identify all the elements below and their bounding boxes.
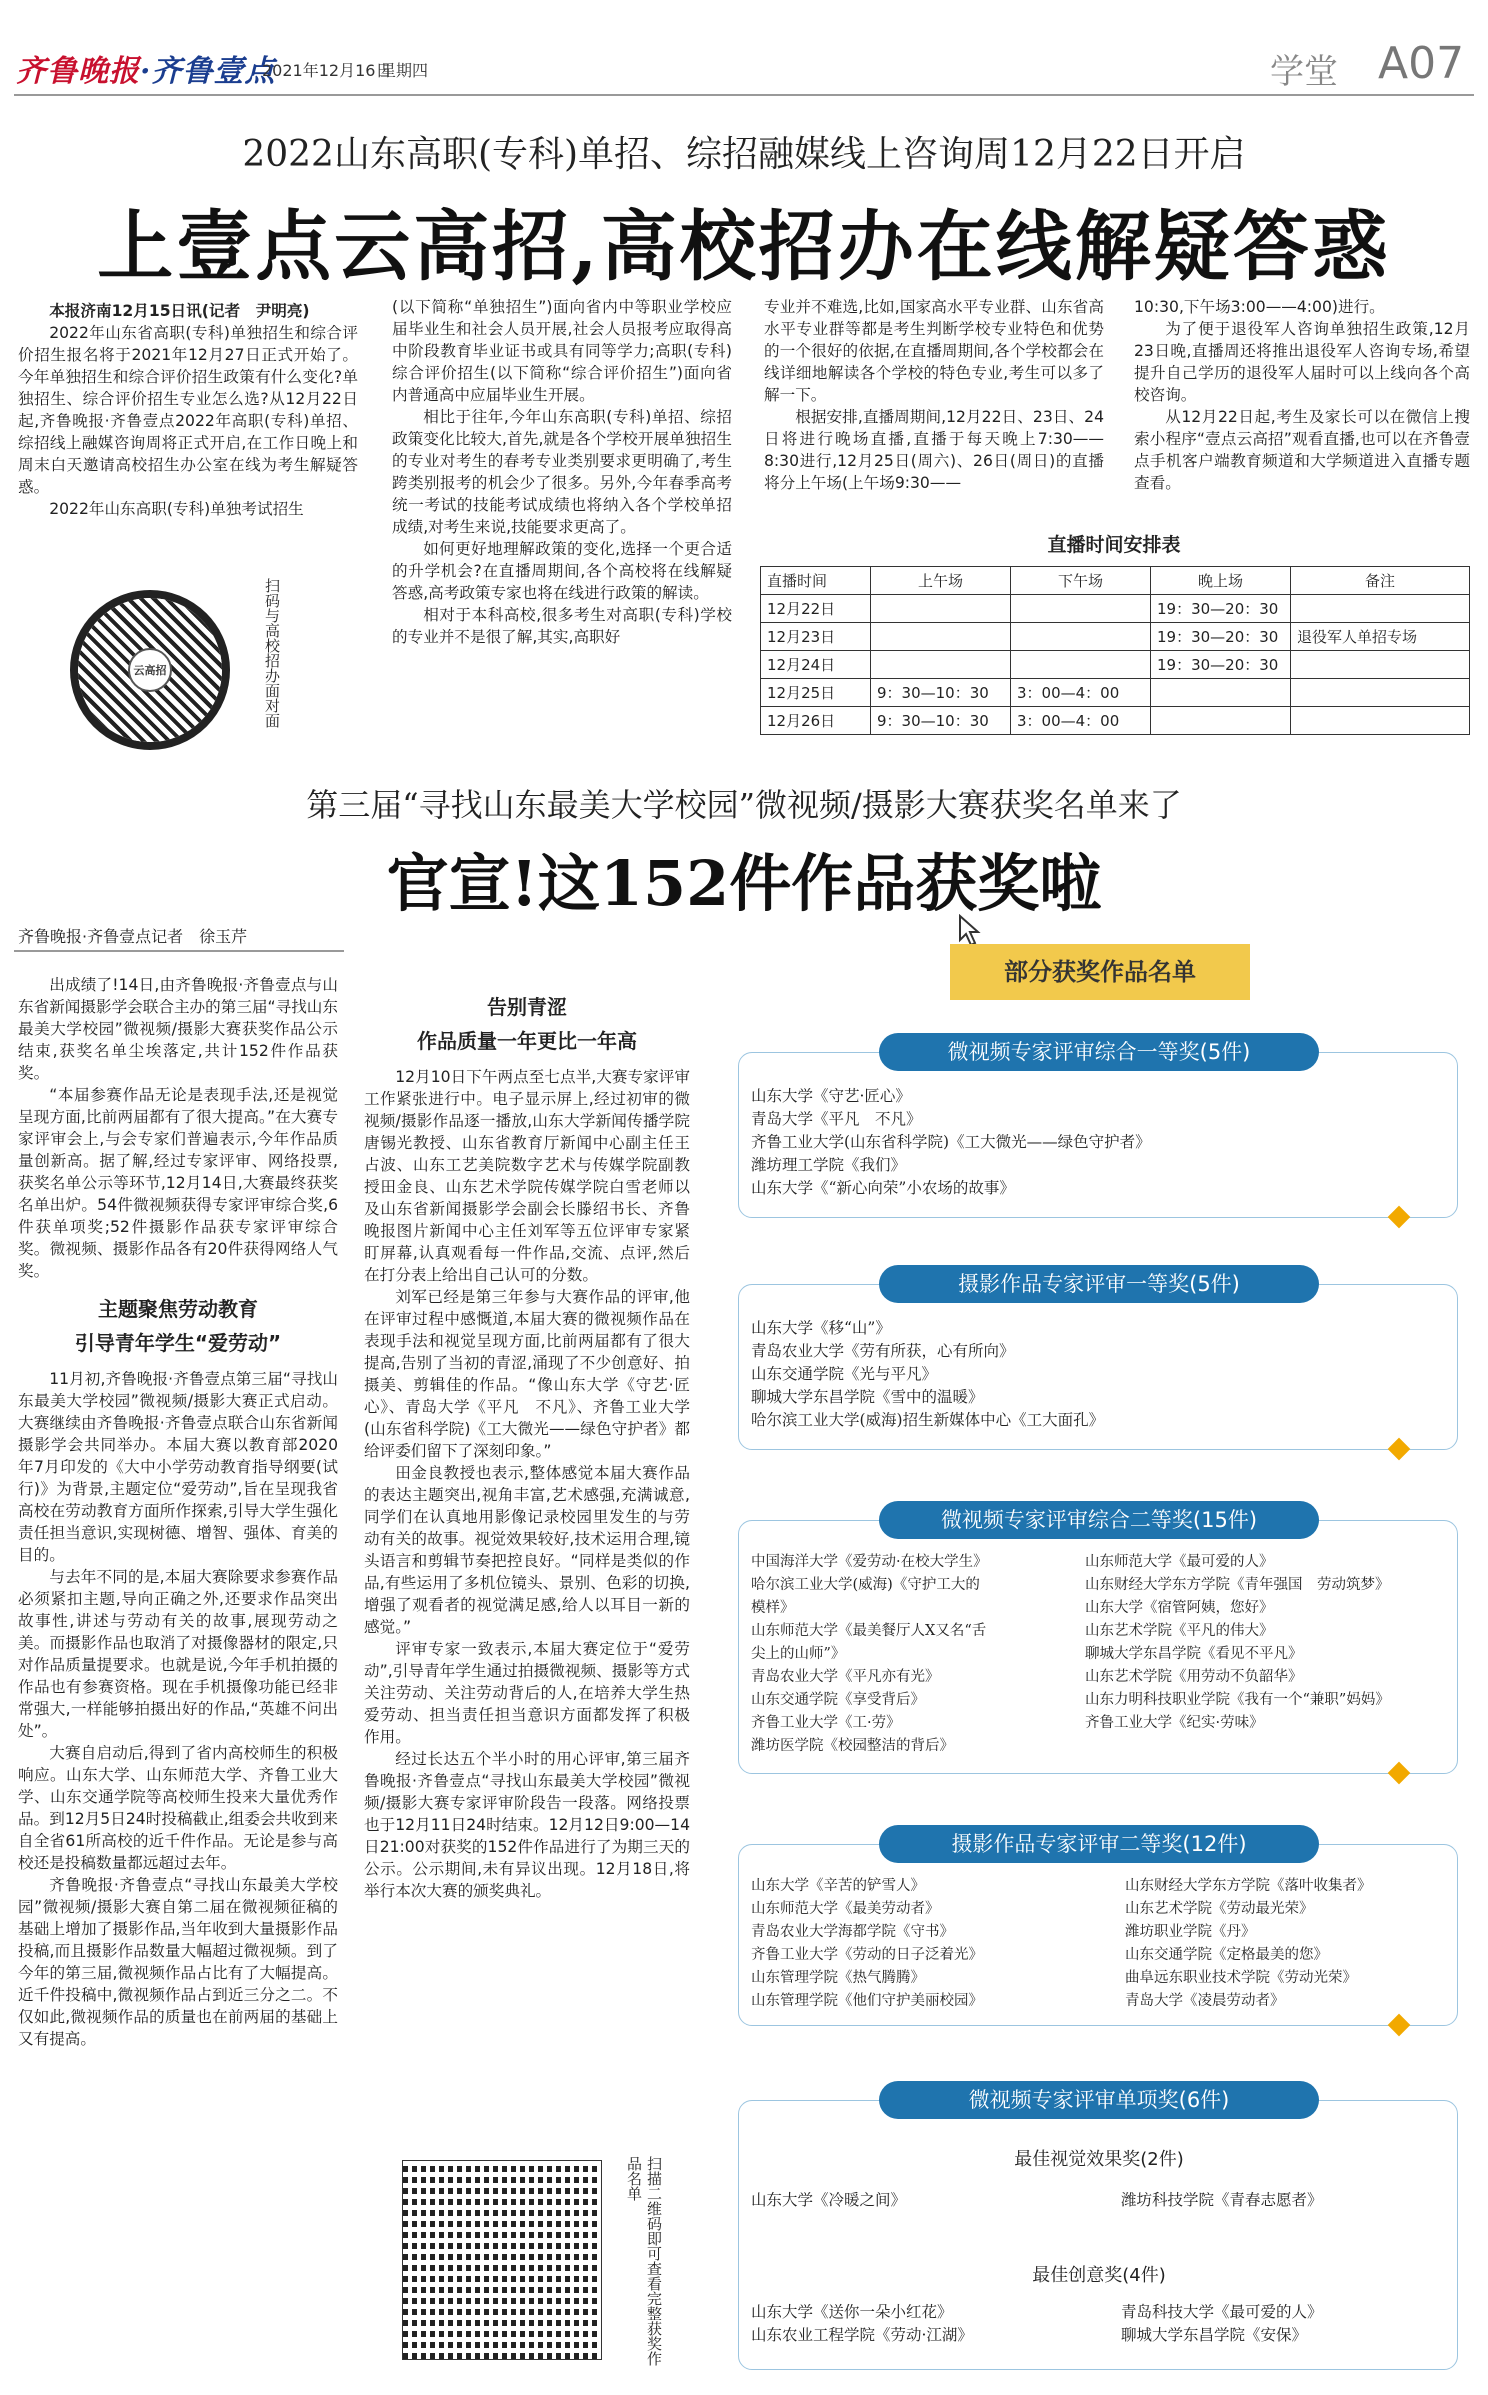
paragraph: 与去年不同的是,本届大赛除要求参赛作品必须紧扣主题,导向正确之外,还要求作品突出故事性,讲述与劳动有关的故事,展现劳动之美。而摄影作品也取消了对摄像器材的限定,只对作品质量提要求。也就是说,今年手机拍摄的作品也有参赛资格。现在手机摄像功能已经非常强大,一样能够拍摄出好的作品,“英雄不问出处”。 [18,1568,338,1740]
table-cell: 3：00—4：00 [1011,707,1151,735]
qr-code-round[interactable] [70,590,230,750]
page-number: A07 [1378,38,1465,89]
table-row [761,707,1470,735]
schedule-header: 直播时间 [761,567,871,595]
list-item: 青岛农业大学海都学院《守书》 [751,1924,954,1940]
list-item: 聊城大学东昌学院《雪中的温暖》 [751,1388,984,1406]
table-cell: 退役军人单招专场 [1291,623,1470,651]
schedule-header: 下午场 [1011,567,1151,595]
award-subcategory: 最佳视觉效果奖(2件) [1014,2149,1184,2170]
issue-weekday: 星期四 [380,61,429,80]
story1-col2 [392,296,732,766]
subhead: 作品质量一年更比一年高 [417,1029,637,1053]
table-row [761,623,1470,651]
newspaper-logo [16,46,275,90]
section-name: 学堂 [1270,52,1338,92]
award-box-2 [738,1272,1458,1450]
list-item: 山东大学《移“山”》 [751,1319,891,1337]
story1-subtitle: 2022山东高职(专科)单招、综招融媒线上咨询周12月22日开启 [242,134,1246,175]
list-item: 山东师范大学《最美劳动者》 [751,1901,940,1917]
diamond-icon [1388,1206,1411,1229]
table-cell [871,595,1011,623]
award-box-title: 微视频专家评审综合一等奖(5件) [879,1033,1319,1071]
list-item: 模样》 [751,1600,795,1616]
list-item: 尖上的山师”》 [751,1646,846,1662]
list-item: 青岛大学《凌晨劳动者》 [1125,1993,1285,2009]
list-item: 山东大学《辛苦的铲雪人》 [751,1878,925,1894]
list-item: 聊城大学东昌学院《安保》 [1121,2326,1308,2344]
table-row [761,651,1470,679]
award-box-5 [738,2088,1458,2370]
award-list [751,1085,1151,1200]
list-item: 山东艺术学院《劳动最光荣》 [1125,1901,1314,1917]
award-box-1 [738,1040,1458,1218]
list-item: 山东艺术学院《用劳动不负韶华》 [1085,1669,1303,1685]
paragraph: 12月10日下午两点至七点半,大赛专家评审工作紧张进行中。电子显示屏上,经过初审的微视频/摄影作品逐一播放,山东大学新闻传播学院唐锡光教授、山东省教育厅新闻中心副主任王占波、山东工艺美院数字艺术与传媒学院副教授田金良、山东艺术学院传媒学院白雪老师以及山东省新闻摄影学会副会长滕绍书长、齐鲁晚报图片新闻中心主任刘军等五位评审专家紧盯屏幕,认真观看每一件作品,交流、点评,然后在打分表上给出自己认可的分数。 [364,1068,690,1284]
table-cell: 12月25日 [761,679,871,707]
list-item: 潍坊理工学院《我们》 [751,1156,907,1174]
award-box-title: 微视频专家评审单项奖(6件) [879,2081,1319,2119]
subhead: 主题聚焦劳动教育 [98,1297,258,1321]
header-rule [14,94,1474,96]
list-item: 曲阜远东职业技术学院《劳动光荣》 [1125,1970,1357,1986]
subhead: 引导青年学生“爱劳动” [74,1331,282,1355]
paragraph: 10:30,下午场3:00——4:00)进行。 [1134,298,1385,316]
paragraph: (以下简称“单独招生”)面向省内中等职业学校应届毕业生和社会人员开展,社会人员报考应取得高中阶段教育毕业证书或具有同等学力;高职(专科)综合评价招生(以下简称“综合评价招生”)面向省内普通高中应届毕业生开展。 [392,298,732,404]
list-item: 山东大学《“新心向荣”小农场的故事》 [751,1179,1015,1197]
table-cell: 19：30—20：30 [1151,651,1291,679]
table-cell [1291,651,1470,679]
table-cell [1011,623,1151,651]
list-item: 潍坊科技学院《青春志愿者》 [1121,2191,1323,2209]
list-item: 青岛农业大学《平凡亦有光》 [751,1669,940,1685]
logo-sep: · [140,54,152,89]
paragraph: 刘军已经是第三年参与大赛作品的评审,他在评审过程中感慨道,本届大赛的微视频作品在表现手法和视觉呈现方面,比前两届都有了很大提高,告别了当初的青涩,涌现了不少创意好、拍摄美、剪辑佳的作品。“像山东大学《守艺·匠心》、青岛大学《平凡 不凡》、齐鲁工业大学(山东省科学院)《工大微光——绿色守护者》都给评委们留下了深刻印象。” [364,1288,690,1460]
list-item: 齐鲁工业大学《纪实·劳味》 [1085,1715,1264,1731]
paragraph: 经过长达五个半小时的用心评审,第三届齐鲁晚报·齐鲁壹点“寻找山东最美大学校园”微视频/摄影大赛专家评审阶段告一段落。网络投票也于12月11日24时结束。12月12日9:00—14日21:00对获奖的152件作品进行了为期三天的公示。公示期间,未有异议出现。12月18日,将举行本次大赛的颁奖典礼。 [364,1750,690,1900]
list-item: 山东师范大学《最可爱的人》 [1085,1554,1274,1570]
table-cell: 19：30—20：30 [1151,595,1291,623]
table-row [761,679,1470,707]
award-list [751,1317,1104,1432]
story1-col4 [1134,296,1470,512]
award-list-left [751,2301,973,2347]
story1-title: 上壹点云高招,高校招办在线解疑答惑 [97,202,1391,291]
schedule-header: 上午场 [871,567,1011,595]
table-cell [1151,707,1291,735]
list-item: 潍坊医学院《校园整洁的背后》 [751,1738,954,1754]
award-box-3 [738,1508,1458,1774]
award-list-right [1125,1875,1372,2013]
table-cell [1011,651,1151,679]
diamond-icon [1388,1438,1411,1461]
table-cell [871,623,1011,651]
list-item: 青岛大学《平凡 不凡》 [751,1110,922,1128]
award-list-right [1085,1551,1390,1735]
paragraph: 为了便于退役军人咨询单独招生政策,12月23日晚,直播周还将推出退役军人咨询专场,希望提升自己学历的退役军人届时可以上线向各个高校咨询。 [1134,320,1470,404]
list-item: 哈尔滨工业大学(威海)招生新媒体中心《工大面孔》 [751,1411,1105,1429]
list-item: 山东大学《守艺·匠心》 [751,1087,911,1105]
list-item: 青岛农业大学《劳有所获，心有所向》 [751,1342,1015,1360]
list-item: 聊城大学东昌学院《看见不平凡》 [1085,1646,1303,1662]
list-item: 青岛科技大学《最可爱的人》 [1121,2303,1323,2321]
list-item: 山东财经大学东方学院《青年强国 劳动筑梦》 [1085,1577,1390,1593]
award-list-right [1121,2301,1323,2347]
list-item: 哈尔滨工业大学(威海)《守护工大的 [751,1577,980,1593]
list-item: 山东大学《宿管阿姨，您好》 [1085,1600,1274,1616]
paragraph: 出成绩了!14日,由齐鲁晚报·齐鲁壹点与山东省新闻摄影学会联合主办的第三届“寻找山东最美大学校园”微视频/摄影大赛获奖作品公示结束,获奖名单尘埃落定,共计152件作品获奖。 [18,976,338,1082]
table-cell [1011,595,1151,623]
table-cell: 9：30—10：30 [871,679,1011,707]
table-cell [1291,595,1470,623]
table-cell: 12月23日 [761,623,871,651]
table-cell [871,651,1011,679]
list-item: 齐鲁工业大学《劳动的日子泛着光》 [751,1947,983,1963]
list-item: 山东大学《冷暖之间》 [751,2191,907,2209]
schedule-table [760,566,1470,735]
table-cell: 9：30—10：30 [871,707,1011,735]
award-subcategory: 最佳创意奖(4件) [1032,2265,1166,2286]
list-item: 山东交通学院《光与平凡》 [751,1365,938,1383]
byline-rule [14,950,344,952]
subhead: 告别青涩 [487,995,567,1019]
table-cell [1151,679,1291,707]
table-cell [1291,707,1470,735]
table-cell: 12月24日 [761,651,871,679]
story1-col1 [18,300,358,540]
paragraph: 2022年山东省高职(专科)单独招生和综合评价招生报名将于2021年12月27日正式开始了。今年单独招生和综合评价招生政策有什么变化?单独招生、综合评价招生专业怎么选?从12月22日起,齐鲁晚报·齐鲁壹点2022年高职(专科)单招、综招线上融媒咨询周将正式开启,在工作日晚上和周末白天邀请高校招生办公室在线为考生解疑答惑。 [18,324,358,496]
story2-byline: 齐鲁晚报·齐鲁壹点记者 徐玉芹 [18,927,248,946]
list-item: 山东交通学院《享受背后》 [751,1692,925,1708]
paragraph: 评审专家一致表示,本届大赛定位于“爱劳动”,引导青年学生通过拍摄微视频、摄影等方式关注劳动、关注劳动背后的人,在培养大学生热爱劳动、担当责任担当意识方面都发挥了积极作用。 [364,1640,690,1746]
paragraph: 专业并不难选,比如,国家高水平专业群、山东省高水平专业群等都是考生判断学校专业特色和优势的一个很好的依据,在直播周期间,各个学校都会在线详细地解读各个学校的特色专业,考生可以多了解一下。 [764,298,1104,404]
diamond-icon [1388,1762,1411,1785]
paragraph: 大赛自启动后,得到了省内高校师生的积极响应。山东大学、山东师范大学、齐鲁工业大学、山东交通学院等高校师生投来大量优秀作品。到12月5日24时投稿截止,组委会共收到来自全省61所高校的近千件作品。无论是参与高校还是投稿数量都远超过去年。 [18,1744,338,1872]
award-box-title: 摄影作品专家评审二等奖(12件) [879,1825,1319,1863]
qr2-caption: 扫描二维码即可查看完整获奖作品名单 [625,2156,663,2366]
diamond-icon [1388,2014,1411,2037]
list-item: 中国海洋大学《爱劳动·在校大学生》 [751,1554,988,1570]
paragraph: 齐鲁晚报·齐鲁壹点“寻找山东最美大学校园”微视频/摄影大赛自第二届在微视频征稿的基础上增加了摄影作品,当年收到大量摄影作品投稿,而且摄影作品数量大幅超过微视频。到了今年的第三届,微视频作品占比有了大幅提高。近千件投稿中,微视频作品占到近三分之二。不仅如此,微视频作品的质量也在前两届的基础上又有提高。 [18,1876,338,2048]
story2-title: 官宣!这152件作品获奖啦 [386,847,1102,920]
schedule-header: 晚上场 [1151,567,1291,595]
award-box-title: 微视频专家评审综合二等奖(15件) [879,1501,1319,1539]
paragraph: 相比于往年,今年山东高职(专科)单招、综招政策变化比较大,首先,就是各个学校开展单独招生的专业对考生的春考专业类别要求更明确了,考生跨类别报考的机会少了很多。另外,今年春季高考统一考试的技能考试成绩也将纳入各个学校单招成绩,对考生来说,技能要求更高了。 [392,408,732,536]
schedule-header-row [761,567,1470,595]
award-list-left [751,1551,988,1758]
paragraph: 从12月22日起,考生及家长可以在微信上搜索小程序“壹点云高招”观看直播,也可以在齐鲁壹点手机客户端教育频道和大学频道进入直播专题查看。 [1134,408,1470,492]
list-item: 山东力明科技职业学院《我有一个“兼职”妈妈》 [1085,1692,1390,1708]
paragraph: 如何更好地理解政策的变化,选择一个更合适的升学机会?在直播周期间,各个高校将在线解疑答惑,高考政策专家也将在线进行政策的解读。 [392,540,732,602]
table-cell [1291,679,1470,707]
list-item: 山东管理学院《他们守护美丽校园》 [751,1993,983,2009]
table-row [761,595,1470,623]
table-cell: 12月26日 [761,707,871,735]
list-item: 山东财经大学东方学院《落叶收集者》 [1125,1878,1372,1894]
award-list-left [751,1875,983,2013]
table-cell: 3：00—4：00 [1011,679,1151,707]
qr-center-label: 云高招 [128,648,172,692]
logo-text-b: 齐鲁壹点 [151,54,276,89]
list-item: 山东管理学院《热气腾腾》 [751,1970,925,1986]
award-box-4 [738,1832,1458,2026]
story2-col-b [364,990,690,2118]
issue-date: 2021年12月16日 [262,61,392,80]
list-item: 山东农业工程学院《劳动·江湖》 [751,2326,973,2344]
paragraph: 根据安排,直播周期间,12月22日、23日、24日将进行晚场直播,直播于每天晚上7:30——8:30进行,12月25日(周六)、26日(周日)的直播将分上午场(上午场9:30—— [764,408,1104,492]
story2-col-a [18,974,338,2374]
paragraph: 田金良教授也表示,整体感觉本届大赛作品的表达主题突出,视角丰富,艺术感强,充满诚意,同学们在认真地用影像记录校园里发生的与劳动有关的故事。视觉效果较好,技术运用合理,镜头语言和剪辑节奏把控良好。“同样是类似的作品,有些运用了多机位镜头、景别、色彩的切换,增强了观看者的视觉满足感,给人以耳目一新的感觉。” [364,1464,690,1636]
schedule-title: 直播时间安排表 [1047,534,1181,556]
list-item: 潍坊职业学院《丹》 [1125,1924,1256,1940]
award-box-title: 摄影作品专家评审一等奖(5件) [879,1265,1319,1303]
logo-text-a: 齐鲁晚报 [16,54,140,89]
story1-byline: 本报济南12月15日讯(记者 尹明亮) [49,302,310,320]
qr-code-square[interactable] [402,2160,602,2360]
story2-subtitle: 第三届“寻找山东最美大学校园”微视频/摄影大赛获奖名单来了 [306,786,1182,824]
story1-col3 [764,296,1104,512]
table-cell: 19：30—20：30 [1151,623,1291,651]
cursor-icon [956,914,986,948]
qr-caption: 扫码与高校招办面对面 [263,578,281,728]
list-item: 山东师范大学《最美餐厅人X又名“舌 [751,1623,987,1639]
paragraph: 2022年山东高职(专科)单独考试招生 [49,500,304,518]
paragraph: 相对于本科高校,很多考生对高职(专科)学校的专业并不是很了解,其实,高职好 [392,606,732,646]
award-list-left [751,2189,906,2212]
award-list-right [1121,2189,1323,2212]
awards-banner: 部分获奖作品名单 [950,944,1250,1000]
schedule-header: 备注 [1291,567,1470,595]
list-item: 山东大学《送你一朵小红花》 [751,2303,953,2321]
list-item: 齐鲁工业大学(山东省科学院)《工大微光——绿色守护者》 [751,1133,1151,1151]
paragraph: 11月初,齐鲁晚报·齐鲁壹点第三届“寻找山东最美大学校园”微视频/摄影大赛正式启动。大赛继续由齐鲁晚报·齐鲁壹点联合山东省新闻摄影学会共同举办。本届大赛以教育部2020年7月印发的《大中小学劳动教育指导纲要(试行)》为背景,主题定位“爱劳动”,旨在呈现我省高校在劳动教育方面所作探索,引导大学生强化责任担当意识,实现树德、增智、强体、育美的目的。 [18,1370,338,1564]
paragraph: “本届参赛作品无论是表现手法,还是视觉呈现方面,比前两届都有了很大提高。”在大赛专家评审会上,与会专家们普遍表示,今年作品质量创新高。据了解,经过专家评审、网络投票,获奖名单公示等环节,12月14日,大赛最终获奖名单出炉。54件微视频获得专家评审综合奖,6件获单项奖;52件摄影作品获专家评审综合奖。微视频、摄影作品各有20件获得网络人气奖。 [18,1086,338,1280]
list-item: 齐鲁工业大学《工·劳》 [751,1715,901,1731]
list-item: 山东艺术学院《平凡的伟大》 [1085,1623,1274,1639]
table-cell: 12月22日 [761,595,871,623]
list-item: 山东交通学院《定格最美的您》 [1125,1947,1328,1963]
